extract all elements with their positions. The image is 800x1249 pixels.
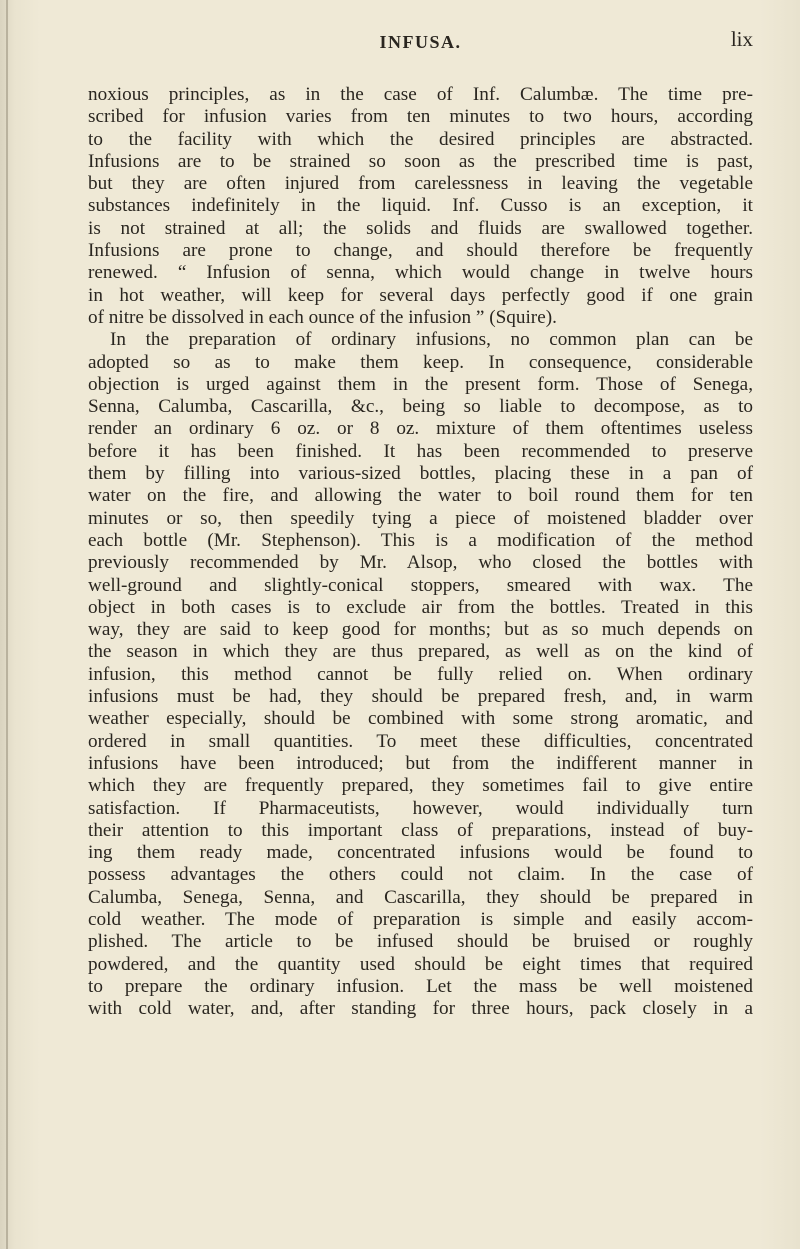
text-line: Senna, Calumba, Cascarilla, &c., being so liable to decompose, as to	[88, 396, 753, 418]
page-number: lix	[730, 27, 753, 51]
text-line: scribed for infusion varies from ten minutes to two hours, according	[88, 106, 753, 128]
text-line: in hot weather, will keep for several days perfectly good if one grain	[88, 284, 753, 306]
text-line: previously recommended by Mr. Alsop, who closed the bottles with	[88, 552, 753, 574]
text-line: is not strained at all; the solids and fluids are swallowed together.	[88, 217, 753, 239]
text-line: to prepare the ordinary infusion. Let the mass be well moistened	[88, 975, 753, 997]
text-line: to the facility with which the desired principles are abstracted.	[88, 128, 753, 150]
text-line: cold weather. The mode of preparation is simple and easily accom-	[88, 908, 753, 930]
running-head: INFUSA.	[379, 32, 462, 52]
text-line: each bottle (Mr. Stephenson). This is a modification of the method	[88, 529, 753, 551]
text-line: before it has been finished. It has been recommended to preserve	[88, 440, 753, 462]
text-line: objection is urged against them in the present form. Those of Senega,	[88, 373, 753, 395]
text-line: ing them ready made, concentrated infusions would be found to	[88, 842, 753, 864]
text-line: their attention to this important class of preparations, instead of buy-	[88, 819, 753, 841]
text-line: Infusions are prone to change, and should therefore be frequently	[88, 240, 753, 262]
text-line: with cold water, and, after standing for three hours, pack closely in a	[88, 998, 753, 1020]
text-line: infusions must be had, they should be prepared fresh, and, in warm	[88, 686, 753, 708]
text-line: Calumba, Senega, Senna, and Cascarilla, they should be prepared in	[88, 886, 753, 908]
text-line: object in both cases is to exclude air from the bottles. Treated in this	[88, 596, 753, 618]
text-line: minutes or so, then speedily tying a piece of moistened bladder over	[88, 507, 753, 529]
text-line: noxious principles, as in the case of Inf. Calumbæ. The time pre-	[88, 84, 753, 105]
text-line: Infusions are to be strained so soon as the prescribed time is past,	[88, 150, 753, 172]
text-line: In the preparation of ordinary infusions, no common plan can be	[110, 329, 753, 351]
text-line: adopted so as to make them keep. In consequence, considerable	[88, 351, 753, 373]
text-line: plished. The article to be infused should be bruised or roughly	[88, 931, 753, 953]
body-text	[88, 84, 753, 1020]
text-line: weather especially, should be combined with some strong aromatic, and	[88, 708, 753, 730]
text-line: but they are often injured from carelessness in leaving the vegetable	[88, 173, 753, 195]
text-line: powdered, and the quantity used should be eight times that required	[88, 953, 753, 975]
text-line: infusion, this method cannot be fully relied on. When ordinary	[88, 663, 753, 685]
page-header	[88, 22, 753, 62]
text-line: way, they are said to keep good for months; but as so much depends on	[88, 619, 753, 641]
text-line: which they are frequently prepared, they sometimes fail to give entire	[88, 775, 753, 797]
text-line: the season in which they are thus prepared, as well as on the kind of	[88, 641, 753, 663]
text-line: water on the fire, and allowing the water to boil round them for ten	[88, 485, 753, 507]
text-line: of nitre be dissolved in each ounce of the infusion ” (Squire).	[88, 306, 557, 328]
text-line: renewed. “ Infusion of senna, which would change in twelve hours	[88, 262, 753, 284]
text-line: ordered in small quantities. To meet these difficulties, concentrated	[88, 730, 753, 752]
text-line: well-ground and slightly-conical stoppers, smeared with wax. The	[88, 574, 753, 596]
gutter-edge	[6, 0, 8, 1249]
text-line: satisfaction. If Pharmaceutists, however, would individually turn	[88, 797, 753, 819]
text-line: substances indefinitely in the liquid. Inf. Cusso is an exception, it	[88, 195, 753, 217]
text-line: them by filling into various-sized bottles, placing these in a pan of	[88, 463, 753, 485]
text-line: infusions have been introduced; but from the indifferent manner in	[88, 752, 753, 774]
text-line: possess advantages the others could not claim. In the case of	[88, 864, 753, 886]
text-line: render an ordinary 6 oz. or 8 oz. mixture of them oftentimes useless	[88, 418, 753, 440]
